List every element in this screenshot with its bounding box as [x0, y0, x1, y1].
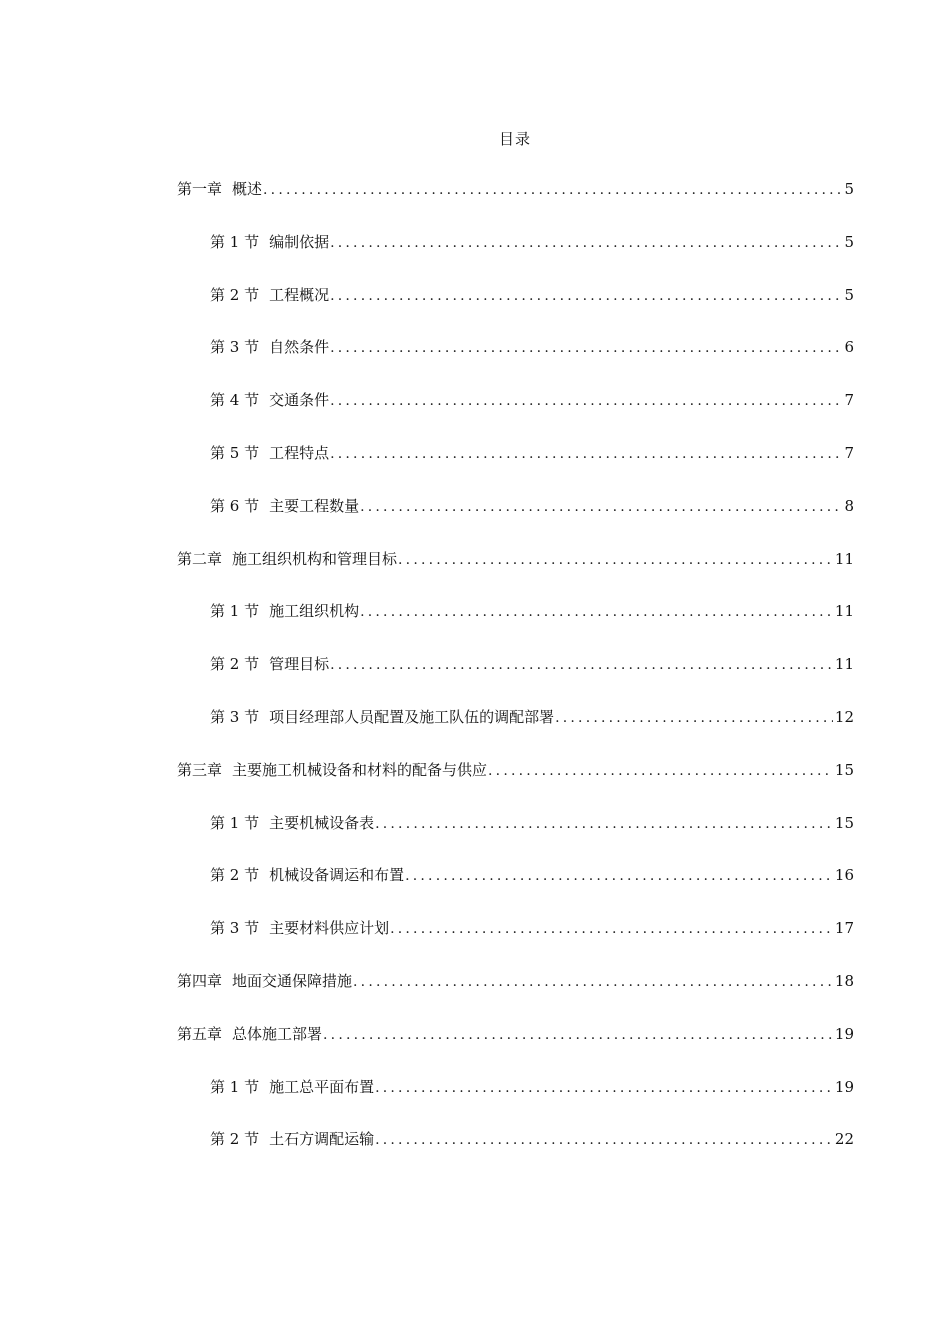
dot-leader	[488, 760, 833, 782]
entry-number: 第 4 节	[210, 391, 260, 410]
entry-number: 第一章	[177, 180, 223, 198]
entry-title: 主要机械设备表	[269, 813, 375, 832]
dot-leader	[263, 179, 842, 201]
entry-page-number: 6	[844, 338, 854, 357]
dot-leader	[375, 1077, 833, 1099]
entry-title: 地面交通保障措施	[232, 972, 353, 990]
toc-chapter-entry[interactable]	[177, 970, 854, 992]
entry-title: 主要工程数量	[269, 496, 360, 515]
dot-leader	[353, 971, 833, 993]
entry-title: 总体施工部署	[232, 1024, 323, 1043]
entry-page-number: 5	[844, 180, 854, 198]
entry-page-number: 7	[844, 391, 854, 410]
entry-page-number: 5	[844, 232, 854, 251]
dot-leader	[323, 1024, 833, 1046]
entry-title: 工程特点	[269, 444, 330, 462]
toc-chapter-entry[interactable]	[177, 548, 854, 570]
entry-title: 自然条件	[269, 338, 330, 357]
entry-page-number: 16	[834, 866, 854, 885]
toc-section-entry[interactable]	[210, 653, 854, 675]
dot-leader	[330, 285, 842, 307]
toc-section-entry[interactable]	[210, 1076, 854, 1098]
entry-page-number: 15	[834, 760, 854, 779]
dot-leader	[405, 865, 833, 887]
entry-page-number: 12	[834, 708, 854, 726]
toc-section-entry[interactable]	[210, 389, 854, 411]
entry-title: 编制依据	[269, 232, 330, 251]
entry-title: 施工总平面布置	[269, 1077, 375, 1096]
dot-leader	[330, 654, 833, 676]
entry-title: 主要材料供应计划	[269, 919, 390, 938]
entry-page-number: 22	[834, 1130, 854, 1149]
toc-section-entry[interactable]	[210, 336, 854, 358]
entry-page-number: 18	[834, 972, 854, 990]
entry-title: 施工组织机构和管理目标	[232, 549, 398, 568]
entry-page-number: 7	[844, 444, 854, 462]
dot-leader	[330, 232, 842, 254]
entry-number: 第 1 节	[210, 232, 260, 251]
dot-leader	[360, 601, 833, 623]
toc-section-entry[interactable]	[210, 917, 854, 939]
entry-title: 交通条件	[269, 391, 330, 410]
entry-title: 土石方调配运输	[269, 1130, 375, 1149]
toc-section-entry[interactable]	[210, 812, 854, 834]
entry-title: 施工组织机构	[269, 602, 360, 621]
toc-section-entry[interactable]	[210, 442, 854, 464]
entry-number: 第四章	[177, 972, 223, 990]
entry-number: 第 2 节	[210, 285, 260, 304]
entry-page-number: 8	[844, 496, 854, 515]
entry-number: 第 2 节	[210, 655, 260, 674]
dot-leader	[360, 496, 842, 518]
entry-title: 主要施工机械设备和材料的配备与供应	[232, 760, 488, 779]
entry-number: 第五章	[177, 1024, 223, 1043]
entry-number: 第 1 节	[210, 1077, 260, 1096]
toc-section-entry[interactable]	[210, 864, 854, 886]
dot-leader	[375, 1129, 833, 1151]
dot-leader	[390, 918, 833, 940]
toc-chapter-entry[interactable]	[177, 178, 854, 200]
toc-section-entry[interactable]	[210, 495, 854, 517]
entry-page-number: 11	[834, 655, 854, 674]
dot-leader	[330, 443, 842, 465]
entry-page-number: 19	[834, 1024, 854, 1043]
entry-number: 第 2 节	[210, 866, 260, 885]
entry-number: 第二章	[177, 549, 223, 568]
entry-number: 第 5 节	[210, 444, 260, 462]
dot-leader	[330, 337, 842, 359]
toc-section-entry[interactable]	[210, 1128, 854, 1150]
entry-number: 第 2 节	[210, 1130, 260, 1149]
entry-number: 第 3 节	[210, 338, 260, 357]
entry-title: 管理目标	[269, 655, 330, 674]
entry-page-number: 19	[834, 1077, 854, 1096]
toc-section-entry[interactable]	[210, 600, 854, 622]
entry-page-number: 5	[844, 285, 854, 304]
entry-page-number: 15	[834, 813, 854, 832]
dot-leader	[398, 549, 833, 571]
entry-page-number: 11	[834, 602, 854, 621]
entry-number: 第 1 节	[210, 602, 260, 621]
entry-page-number: 17	[834, 919, 854, 938]
dot-leader	[375, 813, 833, 835]
dot-leader	[330, 390, 842, 412]
dot-leader	[555, 707, 833, 729]
entry-number: 第 3 节	[210, 919, 260, 938]
toc-section-entry[interactable]	[210, 706, 854, 728]
entry-number: 第 3 节	[210, 708, 260, 726]
toc-chapter-entry[interactable]	[177, 759, 854, 781]
entry-number: 第 1 节	[210, 813, 260, 832]
entry-number: 第 6 节	[210, 496, 260, 515]
page-title: 目录	[498, 130, 531, 148]
toc-chapter-entry[interactable]	[177, 1023, 854, 1045]
entry-title: 工程概况	[269, 285, 330, 304]
entry-title: 项目经理部人员配置及施工队伍的调配部署	[269, 708, 555, 726]
toc-section-entry[interactable]	[210, 231, 854, 253]
entry-title: 机械设备调运和布置	[269, 866, 405, 885]
entry-page-number: 11	[834, 549, 854, 568]
entry-title: 概述	[232, 180, 263, 198]
toc-section-entry[interactable]	[210, 284, 854, 306]
entry-number: 第三章	[177, 760, 223, 779]
